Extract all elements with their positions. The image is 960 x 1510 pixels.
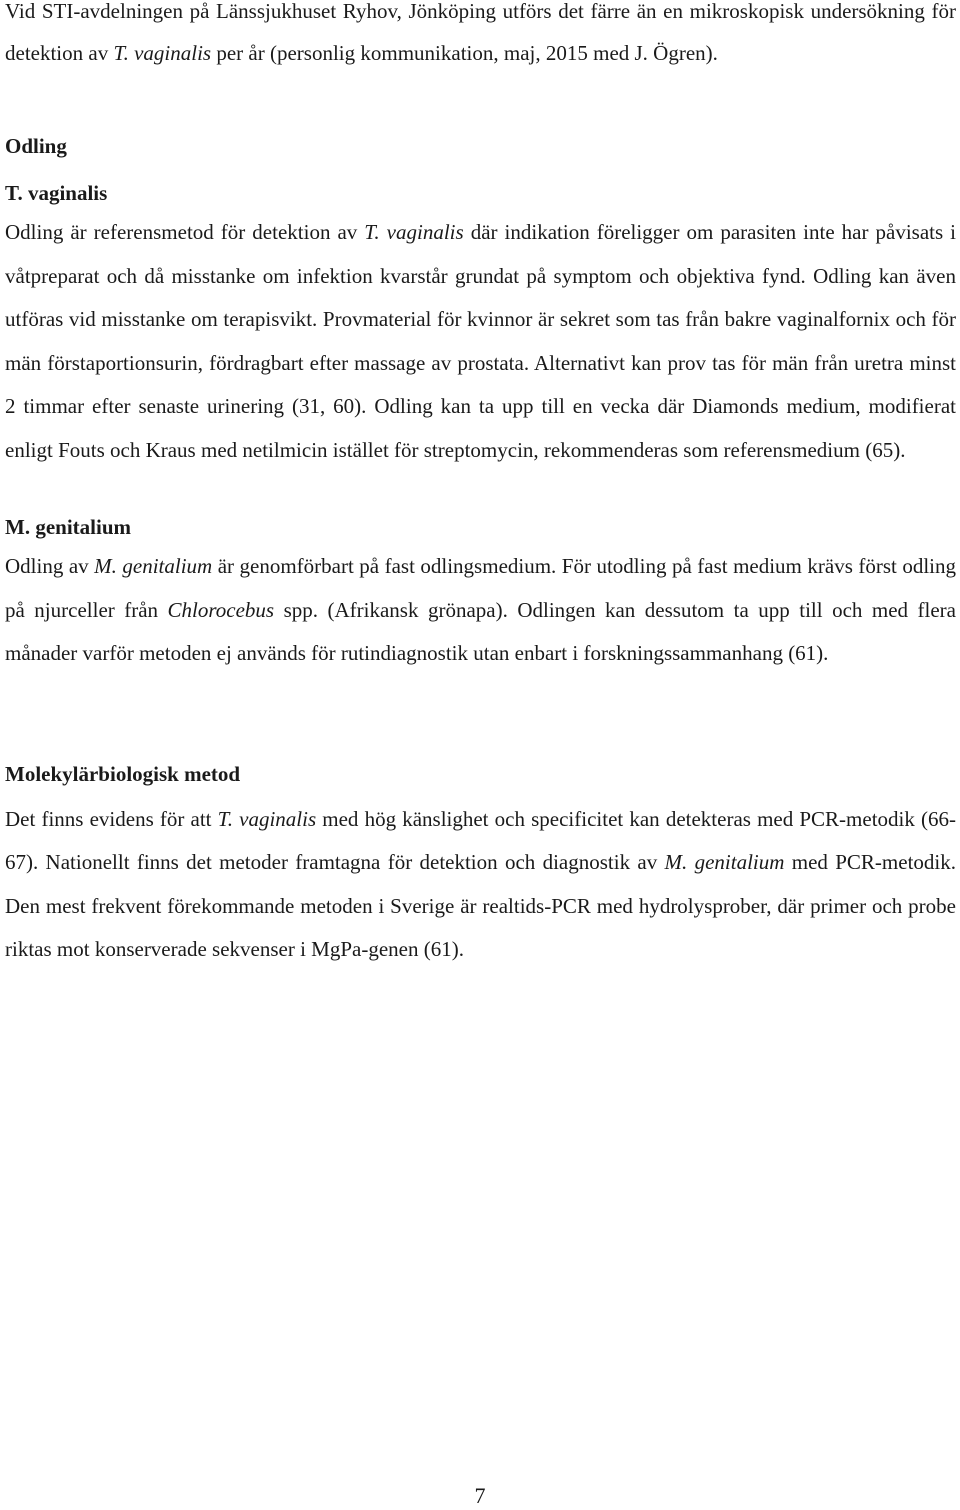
molecular-text-after: med PCR-metodik. Den mest frekvent förekommande metoden i Sverige är realtids-PCR med hydrolysprober, där primer och probe riktas mot konserverade sekvenser i MgPa-genen (61). xyxy=(5,850,956,961)
subheading-t-vaginalis: T. vaginalis xyxy=(5,181,108,205)
m-genitalium-text: Odling av xyxy=(5,554,95,578)
document-page xyxy=(5,0,956,972)
m-genitalium-species: M. genitalium xyxy=(94,554,213,578)
molecular-species-t-vaginalis: T. vaginalis xyxy=(217,806,317,831)
m-genitalium-text-after: spp. (Afrikansk grönapa). Odlingen kan dessutom ta upp till och med flera månader varför metoden ej används för rutindiagnostik utan enbart i forskningssammanhang (61). xyxy=(5,597,956,665)
intro-paragraph xyxy=(5,0,956,74)
intro-species: T. vaginalis xyxy=(113,41,212,65)
molecular-species-m-genitalium: M. genitalium xyxy=(664,850,785,874)
molecular-text-mid: med hög känslighet och specificitet kan detekteras med PCR-metodik (66-67). Nationellt finns det metoder framtagna för detektion och diagnostik av xyxy=(5,806,956,874)
chlorocebus-species: Chlorocebus xyxy=(167,597,275,622)
section-heading-molecular: Molekylärbiologisk metod xyxy=(5,761,241,786)
t-vaginalis-text: Odling är referensmetod för detektion av xyxy=(5,220,365,244)
intro-text-after: per år (personlig kommunikation, maj, 2015 med J. Ögren). xyxy=(211,41,718,65)
t-vaginalis-species: T. vaginalis xyxy=(364,220,464,244)
molecular-text: Det finns evidens för att xyxy=(5,806,218,831)
section-heading-odling: Odling xyxy=(5,134,67,158)
m-genitalium-paragraph xyxy=(5,545,956,676)
t-vaginalis-text-after: där indikation föreligger om parasiten inte har påvisats i våtpreparat och då misstanke om infektion kvarstår grundat på symptom och objektiva fynd. Odling kan även utföras vid misstanke om terapisvikt. Provmaterial för kvinnor är sekret som tas från bakre vaginalfornix och för män förstaportionsurin, fördragbart efter massage av prostata. Alternativt kan prov tas för män från uretra minst 2 timmar efter senaste urinering (31, 60). Odling kan ta upp till en vecka där Diamonds medium, modifierat enligt Fouts och Kraus med netilmicin istället för streptomycin, rekommenderas som referensmedium (65). xyxy=(5,220,956,462)
molecular-paragraph xyxy=(5,798,956,972)
t-vaginalis-paragraph xyxy=(5,211,956,472)
page-number: 7 xyxy=(474,1483,486,1508)
m-genitalium-text-mid: är genomförbart på fast odlingsmedium. För utodling på fast medium krävs först odling på njurceller från xyxy=(5,554,957,622)
intro-text: Vid STI-avdelningen på Länssjukhuset Ryhov, Jönköping utförs det färre än en mikroskopisk undersökning för detektion av xyxy=(5,0,956,65)
subheading-m-genitalium: M. genitalium xyxy=(5,515,131,539)
